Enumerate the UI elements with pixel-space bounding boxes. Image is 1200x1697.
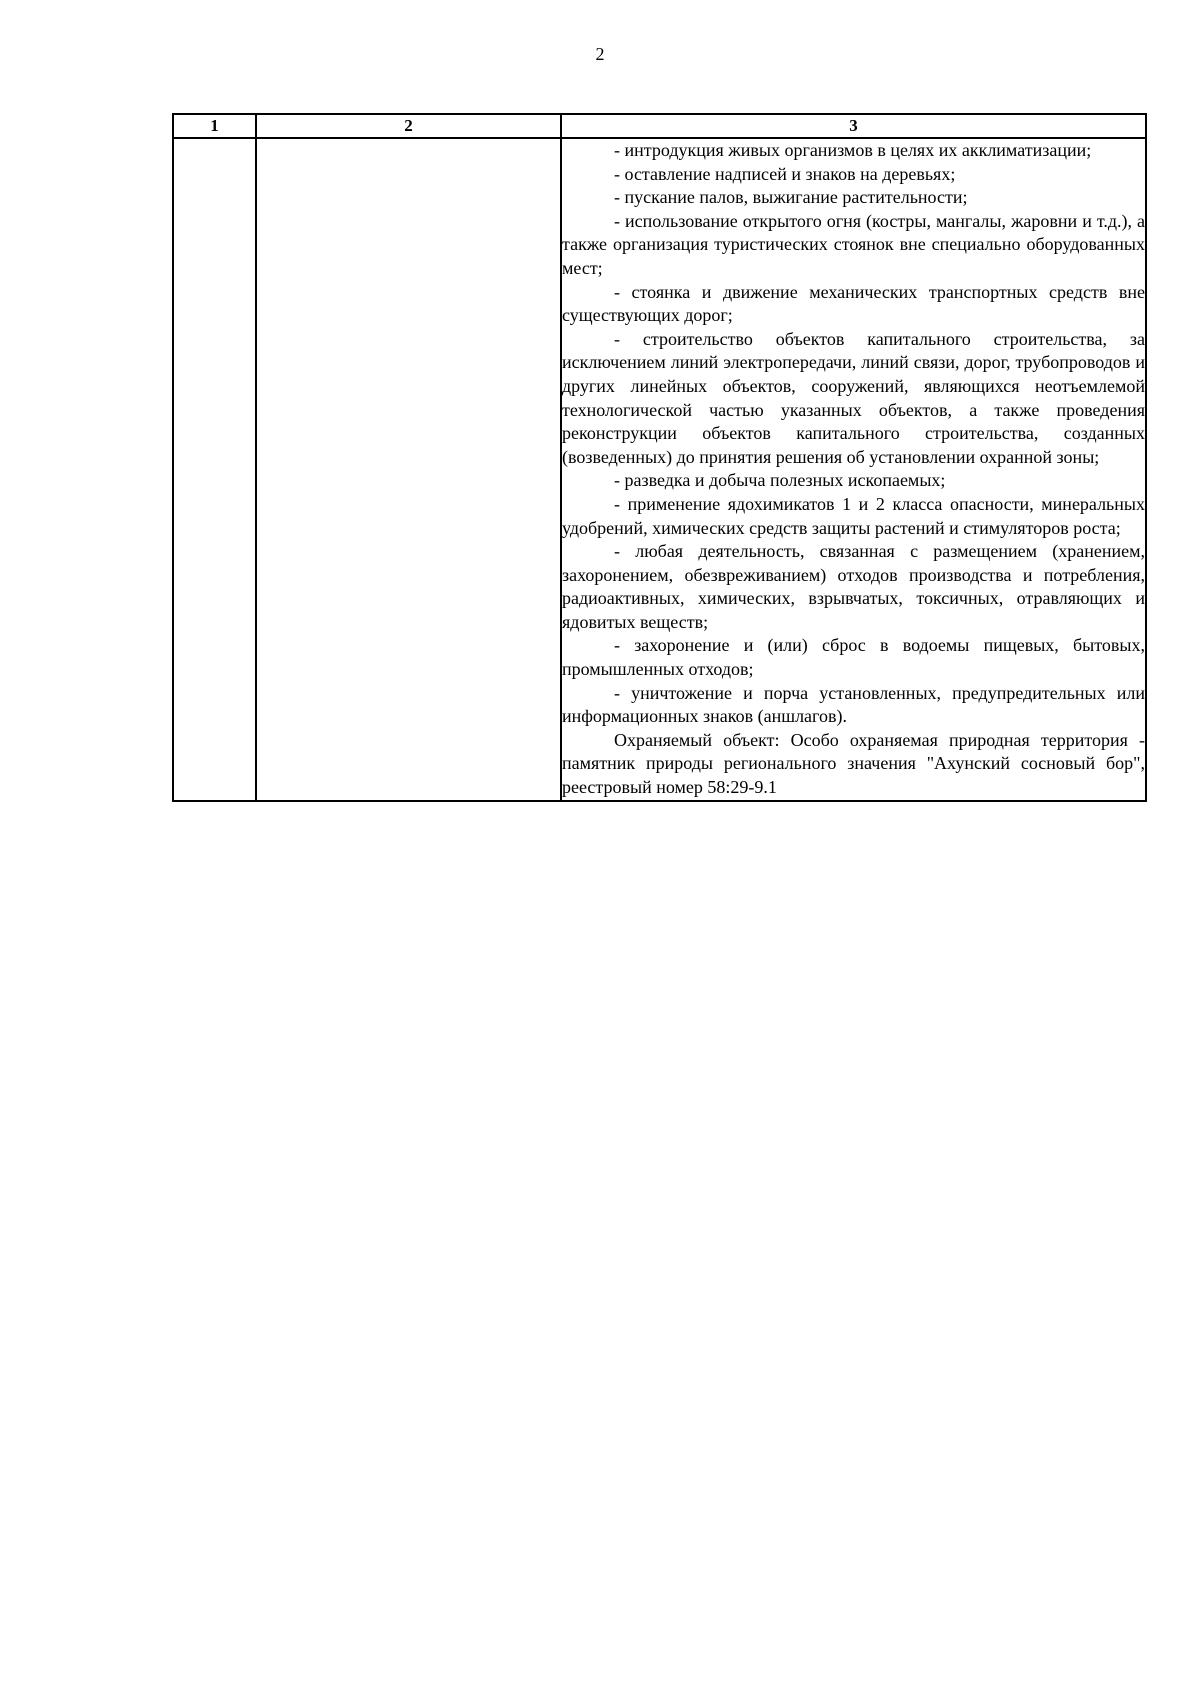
cell-col-2 xyxy=(256,138,561,801)
cell-col-3 xyxy=(561,138,1146,801)
restriction-item: - захоронение и (или) сброс в водоемы пищевых, бытовых, промышленных отходов; xyxy=(562,635,1145,680)
restriction-item: - пускание палов, выжигание растительности; xyxy=(614,187,968,208)
page-number: 2 xyxy=(595,44,605,64)
table-header-row xyxy=(173,114,1146,138)
column-header-3: 3 xyxy=(561,114,1146,138)
restriction-item: - применение ядохимикатов 1 и 2 класса опасности, минеральных удобрений, химических средств защиты растений и стимуляторов роста; xyxy=(562,493,1145,538)
restrictions-table xyxy=(172,113,1147,802)
restriction-item: - оставление надписей и знаков на деревьях; xyxy=(614,163,956,184)
restriction-item: - стоянка и движение механических транспортных средств вне существующих дорог; xyxy=(562,281,1145,326)
cell-col-1 xyxy=(173,138,256,801)
restriction-item: - уничтожение и порча установленных, предупредительных или информационных знаков (аншлагов). xyxy=(562,682,1145,727)
column-header-1: 1 xyxy=(173,114,256,138)
column-header-2: 2 xyxy=(256,114,561,138)
restriction-item: - строительство объектов капитального строительства, за исключением линий электропередачи, линий связи, дорог, трубопроводов и других линейных объектов, сооружений, являющихся неотъемлемой технологической частью указанных объектов, а также проведения реконструкции объектов капитального строительства, созданных (возведенных) до принятия решения об установлении охранной зоны; xyxy=(562,328,1145,467)
restriction-item: - разведка и добыча полезных ископаемых; xyxy=(614,470,946,491)
restriction-item: - использование открытого огня (костры, мангалы, жаровни и т.д.), а также организация туристических стоянок вне специально оборудованных мест; xyxy=(562,210,1145,278)
table-row xyxy=(173,138,1146,801)
protected-object-note: Охраняемый объект: Особо охраняемая природная территория - памятник природы регионального значения "Ахунский сосновый бор", реестровый номер 58:29-9.1 xyxy=(562,729,1145,798)
restriction-item: - любая деятельность, связанная с размещением (хранением, захоронением, обезвреживанием) отходов производства и потребления, радиоактивных, химических, взрывчатых, токсичных, отравляющих и ядовитых веществ; xyxy=(562,541,1145,632)
restriction-item: - интродукция живых организмов в целях их акклиматизации; xyxy=(614,140,1092,160)
